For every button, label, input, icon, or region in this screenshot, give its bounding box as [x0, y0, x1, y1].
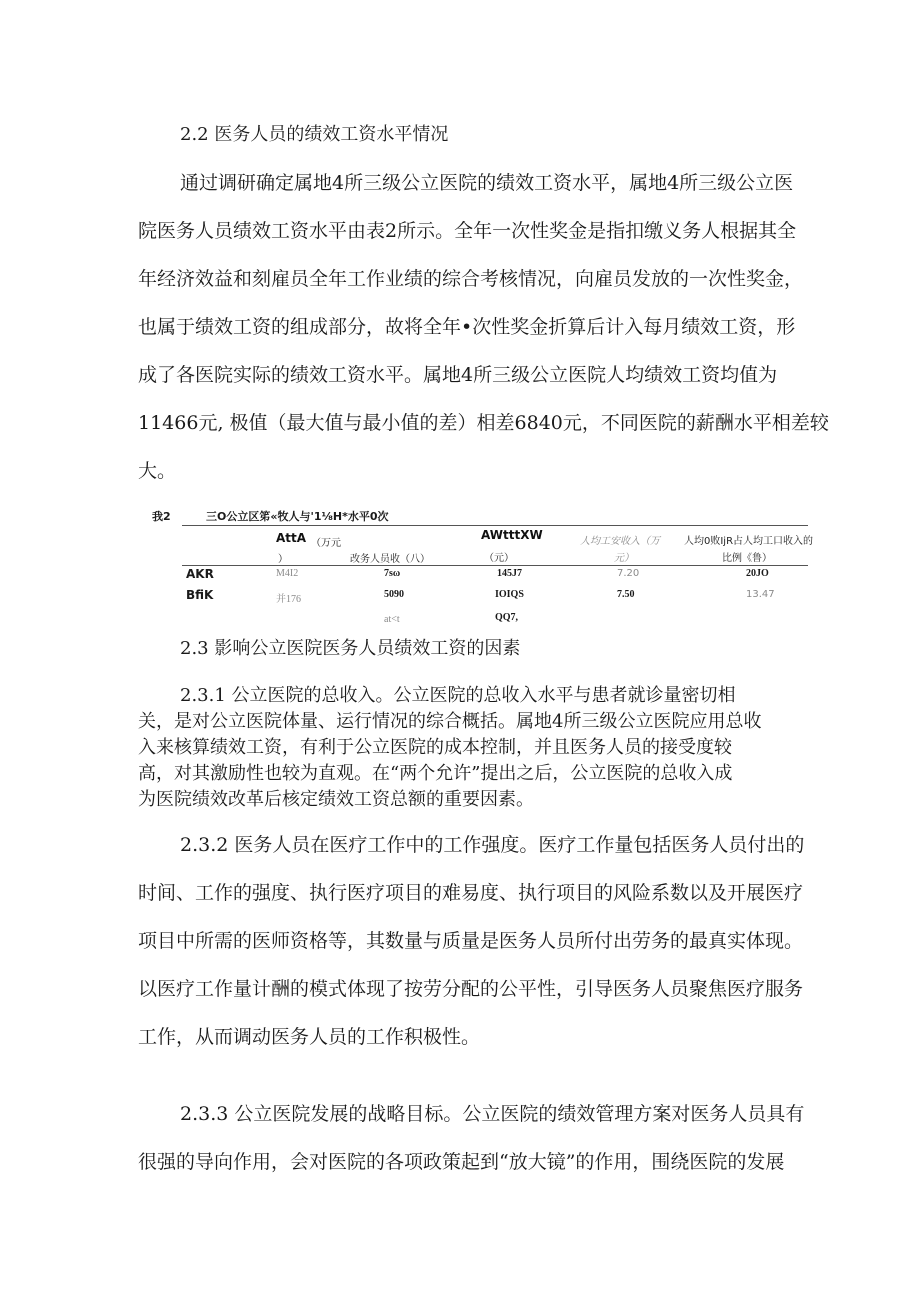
- header-col2: 改务人员收（八）: [350, 554, 430, 565]
- paragraph-line: 关，是对公立医院体量、运行情况的综合概括。属地4所三级公立医院应用总收: [138, 711, 762, 732]
- table-cell: 145J7: [497, 568, 522, 579]
- table-caption-number: 我2: [152, 510, 171, 523]
- table-cell: 7.20: [617, 568, 640, 579]
- paragraph-line: 很强的导向作用，会对医院的各项政策起到“放大镜”的作用，围绕医院的发展: [138, 1151, 785, 1173]
- table-cell: 7.50: [617, 589, 635, 600]
- table-caption: 三O公立区笫«牧人与'1⅛H*水平0次: [206, 510, 389, 523]
- paragraph-line: 大。: [138, 460, 177, 482]
- table-cell: at<t: [384, 614, 400, 625]
- table-cell: 7sω: [384, 568, 401, 579]
- table-cell: M4I2: [276, 568, 299, 579]
- table-cell: QQ7,: [495, 612, 519, 623]
- header-col5-bottom: 比例《鲁）: [722, 553, 772, 564]
- paragraph-line: 高，对其激励性也较为直观。在“两个允许”提出之后，公立医院的总收入成: [138, 763, 733, 784]
- paragraph-line: 成了各医院实际的绩效工资水平。属地4所三级公立医院人均绩效工资均值为: [138, 364, 778, 386]
- paragraph-line: 项目中所需的医师资格等，其数量与质量是医务人员所付出劳务的最真实体现。: [138, 930, 804, 952]
- header-col3-top: AWtttXW: [481, 528, 543, 542]
- row-label: BfiK: [186, 588, 214, 602]
- paragraph-line: 入来核算绩效工资，有利于公立医院的成本控制，并且医务人员的接受度较: [138, 737, 732, 758]
- paragraph-line: 2.3.1 公立医院的总收入。公立医院的总收入水平与患者就诊量密切相: [180, 685, 736, 706]
- paragraph-line: 工作，从而调动医务人员的工作积极性。: [138, 1026, 481, 1048]
- paragraph-line: 2.3.3 公立医院发展的战略目标。公立医院的绩效管理方案对医务人员具有: [180, 1103, 805, 1125]
- header-col5-top: 人均0败IjR占人均工口收入的: [684, 536, 814, 547]
- table-cell: 13.47: [746, 589, 775, 600]
- paragraph-line: 2.3.2 医务人员在医疗工作中的工作强度。医疗工作量包括医务人员付出的: [180, 834, 805, 856]
- header-col1-bottom: ）: [278, 554, 288, 565]
- section-2-3-heading: 2.3 影响公立医院医务人员绩效工资的因素: [180, 638, 521, 659]
- paragraph-line: 11466元, 极值（最大值与最小值的差）相差6840元，不同医院的薪酬水平相差较: [138, 412, 829, 434]
- paragraph-line: 也属于绩效工资的组成部分，故将全年•次性奖金折算后计入每月绩效工资，形: [138, 316, 796, 338]
- header-col4-bottom: 元）: [614, 553, 634, 564]
- paragraph-line: 院医务人员绩效工资水平由表2所示。全年一次性奖金是指扣缴义务人根据其全: [138, 220, 797, 242]
- header-col1-top: AttA: [276, 531, 307, 545]
- table-cell: 并176: [276, 594, 301, 605]
- section-2-2-heading: 2.2 医务人员的绩效工资水平情况: [180, 124, 449, 145]
- table-top-rule: [182, 525, 808, 526]
- paragraph-line: 时间、工作的强度、执行医疗项目的难易度、执行项目的风险系数以及开展医疗: [138, 882, 804, 904]
- table-cell: IOIQS: [495, 589, 524, 600]
- table-header-rule: [182, 565, 808, 566]
- paragraph-line: 以医疗工作量计酬的模式体现了按劳分配的公平性，引导医务人员聚焦医疗服务: [138, 978, 804, 1000]
- table-cell: 5090: [384, 589, 404, 600]
- paragraph-line: 年经济效益和刻雇员全年工作业绩的综合考核情况，向雇员发放的一次性奖金，: [138, 268, 804, 290]
- table-cell: 20JO: [746, 568, 769, 579]
- header-col1-sub: （万元: [311, 538, 341, 549]
- header-col3-bottom: （元）: [484, 553, 514, 564]
- paragraph-line: 为医院绩效改革后核定绩效工资总额的重要因素。: [138, 789, 534, 810]
- paragraph-line: 通过调研确定属地4所三级公立医院的绩效工资水平，属地4所三级公立医: [180, 172, 794, 194]
- header-col4-top: 人均工安收入（万: [580, 536, 660, 547]
- row-label: AKR: [186, 567, 214, 581]
